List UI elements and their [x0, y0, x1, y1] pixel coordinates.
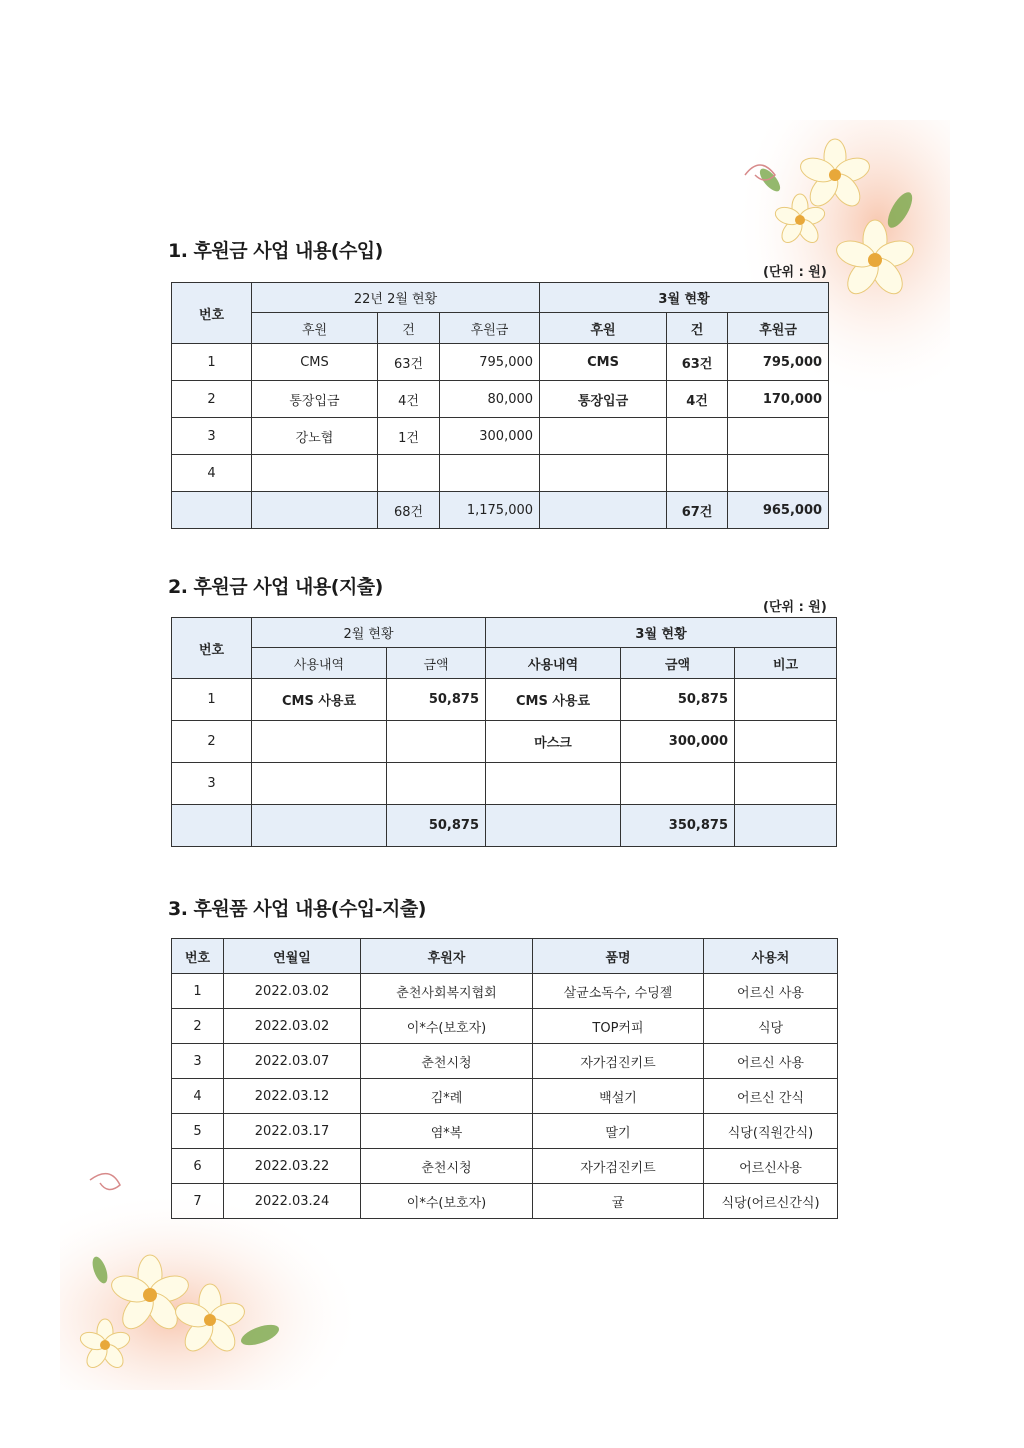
header-item: 품명 [533, 939, 704, 974]
note [735, 679, 837, 721]
row-no: 6 [172, 1149, 224, 1184]
header-feb-status: 22년 2월 현황 [252, 283, 540, 313]
section1-title: 1. 후원금 사업 내용(수입) [168, 240, 383, 262]
header-date: 연월일 [224, 939, 361, 974]
total-mar-amount: 350,875 [621, 805, 735, 847]
row-usage: 어르신 간식 [704, 1079, 838, 1114]
feb-amount: 795,000 [440, 344, 540, 381]
header-feb-status: 2월 현황 [252, 618, 486, 648]
row-item: 살균소독수, 수딩젤 [533, 974, 704, 1009]
total-mar-usage [486, 805, 621, 847]
mar-amount: 795,000 [728, 344, 829, 381]
row-no: 4 [172, 1079, 224, 1114]
row-date: 2022.03.02 [224, 1009, 361, 1044]
note [735, 763, 837, 805]
mar-amount: 300,000 [621, 721, 735, 763]
table-row [172, 1114, 838, 1149]
feb-sponsor: 강노협 [252, 418, 378, 455]
row-no: 1 [172, 679, 252, 721]
header-no: 번호 [172, 283, 252, 344]
total-label [172, 805, 252, 847]
header-mar-usage: 사용내역 [486, 648, 621, 679]
mar-amount [621, 763, 735, 805]
row-donor: 이*수(보호자) [361, 1184, 533, 1219]
row-no: 2 [172, 721, 252, 763]
feb-sponsor: 통장입금 [252, 381, 378, 418]
feb-usage [252, 763, 387, 805]
total-row [172, 492, 829, 529]
table-row [172, 721, 837, 763]
expense-table [171, 617, 837, 847]
row-item: 딸기 [533, 1114, 704, 1149]
feb-amount: 80,000 [440, 381, 540, 418]
row-date: 2022.03.22 [224, 1149, 361, 1184]
feb-amount [440, 455, 540, 492]
header-usage: 사용처 [704, 939, 838, 974]
feb-count [378, 455, 440, 492]
total-mar-sponsor [540, 492, 667, 529]
feb-count: 1건 [378, 418, 440, 455]
row-usage: 어르신 사용 [704, 1044, 838, 1079]
total-feb-usage [252, 805, 387, 847]
header-mar-amount: 후원금 [728, 313, 829, 344]
mar-usage: 마스크 [486, 721, 621, 763]
table-row [172, 344, 829, 381]
header-mar-amount: 금액 [621, 648, 735, 679]
goods-table [171, 938, 838, 1219]
header-no: 번호 [172, 618, 252, 679]
total-feb-count: 68건 [378, 492, 440, 529]
total-feb-amount: 50,875 [387, 805, 486, 847]
total-row [172, 805, 837, 847]
header-mar-sponsor: 후원 [540, 313, 667, 344]
feb-count: 4건 [378, 381, 440, 418]
mar-amount [728, 418, 829, 455]
row-date: 2022.03.02 [224, 974, 361, 1009]
table-row [172, 1149, 838, 1184]
row-donor: 김*례 [361, 1079, 533, 1114]
feb-usage [252, 721, 387, 763]
mar-count: 4건 [667, 381, 728, 418]
feb-amount [387, 763, 486, 805]
feb-amount [387, 721, 486, 763]
row-item: 귤 [533, 1184, 704, 1219]
header-mar-status: 3월 현황 [540, 283, 829, 313]
feb-sponsor [252, 455, 378, 492]
feb-sponsor: CMS [252, 344, 378, 381]
table-row [172, 418, 829, 455]
header-no: 번호 [172, 939, 224, 974]
row-date: 2022.03.07 [224, 1044, 361, 1079]
header-feb-sponsor: 후원 [252, 313, 378, 344]
row-no: 5 [172, 1114, 224, 1149]
row-no: 1 [172, 974, 224, 1009]
header-feb-usage: 사용내역 [252, 648, 387, 679]
mar-sponsor [540, 455, 667, 492]
total-mar-count: 67건 [667, 492, 728, 529]
mar-amount: 50,875 [621, 679, 735, 721]
table-row [172, 1044, 838, 1079]
header-donor: 후원자 [361, 939, 533, 974]
header-feb-count: 건 [378, 313, 440, 344]
row-date: 2022.03.17 [224, 1114, 361, 1149]
row-usage: 어르신 사용 [704, 974, 838, 1009]
feb-amount: 300,000 [440, 418, 540, 455]
mar-sponsor: 통장입금 [540, 381, 667, 418]
feb-usage: CMS 사용료 [252, 679, 387, 721]
table-row [172, 1184, 838, 1219]
row-no: 2 [172, 381, 252, 418]
mar-usage [486, 763, 621, 805]
row-date: 2022.03.12 [224, 1079, 361, 1114]
mar-count [667, 418, 728, 455]
row-no: 4 [172, 455, 252, 492]
table-row [172, 1009, 838, 1044]
row-no: 1 [172, 344, 252, 381]
header-mar-status: 3월 현황 [486, 618, 837, 648]
row-no: 3 [172, 1044, 224, 1079]
table-row [172, 763, 837, 805]
note [735, 721, 837, 763]
row-donor: 염*복 [361, 1114, 533, 1149]
row-item: 자가검진키트 [533, 1149, 704, 1184]
total-label [172, 492, 252, 529]
row-usage: 식당 [704, 1009, 838, 1044]
row-usage: 어르신사용 [704, 1149, 838, 1184]
mar-usage: CMS 사용료 [486, 679, 621, 721]
mar-sponsor: CMS [540, 344, 667, 381]
mar-count: 63건 [667, 344, 728, 381]
row-donor: 춘천시청 [361, 1044, 533, 1079]
mar-amount [728, 455, 829, 492]
row-donor: 이*수(보호자) [361, 1009, 533, 1044]
table-row [172, 455, 829, 492]
total-feb-sponsor [252, 492, 378, 529]
row-no: 3 [172, 418, 252, 455]
row-usage: 식당(어르신간식) [704, 1184, 838, 1219]
total-mar-amount: 965,000 [728, 492, 829, 529]
row-item: TOP커피 [533, 1009, 704, 1044]
table-row [172, 1079, 838, 1114]
mar-sponsor [540, 418, 667, 455]
section3-title: 3. 후원품 사업 내용(수입-지출) [168, 898, 426, 920]
row-no: 7 [172, 1184, 224, 1219]
row-donor: 춘천시청 [361, 1149, 533, 1184]
total-feb-amount: 1,175,000 [440, 492, 540, 529]
row-no: 3 [172, 763, 252, 805]
row-no: 2 [172, 1009, 224, 1044]
row-item: 백설기 [533, 1079, 704, 1114]
row-date: 2022.03.24 [224, 1184, 361, 1219]
mar-amount: 170,000 [728, 381, 829, 418]
section1-unit-label: (단위 : 원) [763, 265, 827, 280]
header-note: 비고 [735, 648, 837, 679]
section2-title: 2. 후원금 사업 내용(지출) [168, 576, 383, 598]
header-feb-amount: 금액 [387, 648, 486, 679]
table-row [172, 974, 838, 1009]
feb-count: 63건 [378, 344, 440, 381]
row-donor: 춘천사회복지협회 [361, 974, 533, 1009]
header-mar-count: 건 [667, 313, 728, 344]
section2-unit-label: (단위 : 원) [763, 600, 827, 615]
total-note [735, 805, 837, 847]
table-row [172, 381, 829, 418]
income-table [171, 282, 829, 529]
mar-count [667, 455, 728, 492]
table-row [172, 679, 837, 721]
row-item: 자가검진키트 [533, 1044, 704, 1079]
row-usage: 식당(직원간식) [704, 1114, 838, 1149]
header-feb-amount: 후원금 [440, 313, 540, 344]
feb-amount: 50,875 [387, 679, 486, 721]
